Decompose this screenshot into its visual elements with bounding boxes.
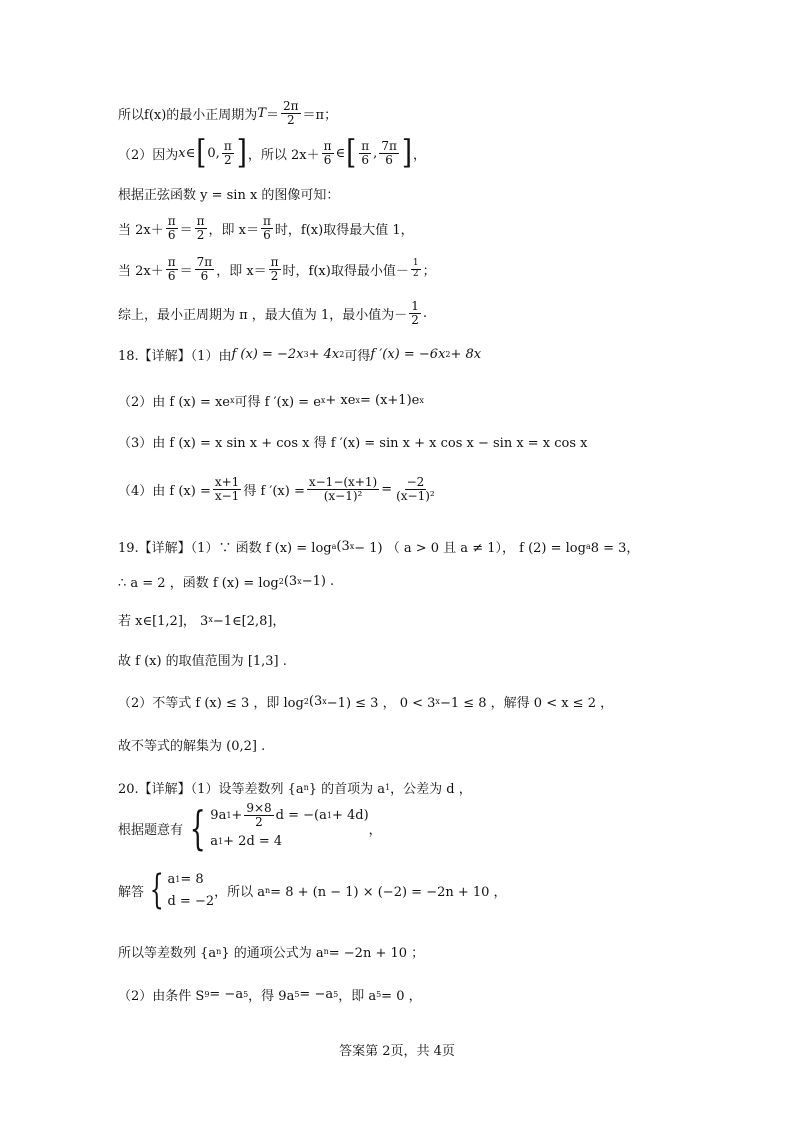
q18-line4: （4）由 f (x) = $\frac{x+1}{x-1}$ 得 f ′(x) = $\frac{x-1-(x+1)}{\text{(x−1)²}}$ = $\frac{-2}{\text{(x−1)²}}$ [118,475,435,503]
fraction: $\frac{\pi}{2}$ [196,214,205,242]
fraction: $\frac{\pi}{2}$ [223,139,232,167]
line-range: （2）因为 x ∈ [ 0, $\frac{\pi}{2}$ ] ，所以 2x＋ $\frac{\pi}{6}$ ∈ [ $\frac{\pi}{6}$ , $\frac{7\pi}{6}$ ] ， [118,134,427,172]
fraction: $\frac{1}{2}$ [411,299,419,327]
line-summary [118,300,427,326]
q20-system2: 解答 { a 1 = 8 d = −2 ，所以 a n = 8 + (n − 1) × (−2) = −2n + 10 ， [118,867,507,913]
fraction: $\frac{\pi}{6}$ [263,214,271,242]
text: 综上，最小正周期为 π ，最大值为 1，最小值为－ [118,307,408,323]
q19-line3: 若 x∈[1,2]， 3 x −1∈[2,8]， [118,614,286,629]
var: x [178,145,186,161]
q18-line1: 18.【详解】（1）由 f (x) = −2x 3 + 4x 2 可得 f ′(x) = −6x 2 + 8x [118,347,482,364]
q20-line4: 所以等差数列 {a n } 的通项公式为 a n = −2n + 10 ； [118,946,425,961]
line-max [118,215,414,241]
page-footer: 答案第 2页，共 4页 [339,1044,455,1059]
bracket: ] [401,134,412,172]
q19-line1: 19.【详解】（1）∵ 函数 f (x) = log a (3 x − 1) （ a > 0 且 a ≠ 1）， f (2) = log a 8 = 3， [118,539,640,556]
fraction: $\frac{\pi}{6}$ [323,139,332,167]
q20-system1: 根据题意有 { 9a 1 + $\frac{9\times 8}{2}$ d = −(a 1 + 4d) a 1 + 2d = 4 ， [118,800,382,855]
text: ＝ [179,263,193,279]
text: ＝ [265,107,279,123]
q18-line3: （3）由 f (x) = x sin x + cos x 得 f ′(x) = sin x + x cos x − sin x = x cos x [118,436,588,451]
text: ＝π； [302,107,338,123]
text: ，所以 2x＋ [247,147,320,163]
text: 时，f(x)取得最大值 1， [274,222,414,238]
bracket: ] [236,134,247,172]
text: 当 2x＋ [118,222,164,238]
text: ， [413,147,427,163]
fraction: $\frac{\pi}{6}$ [167,214,176,242]
q19-line5: （2）不等式 f (x) ≤ 3 ，即 log 2 (3 x −1) ≤ 3 ， 0 < 3 x −1 ≤ 8 ，解得 0 < x ≤ 2 ， [118,694,614,711]
equation-system: { 9a 1 + $\frac{9\times 8}{2}$ d = −(a 1 + 4d) a 1 + 2d = 4 [189,800,369,855]
line-min [118,256,436,282]
text: 所以 [118,107,145,123]
fraction: $\frac{\pi}{2}$ [270,255,279,283]
text: 0, [207,145,220,161]
q18-line2: （2）由 f (x) = xe x 可得 f ′(x) = e x + xe x = (x+1)e x [118,393,424,410]
text: （2）因为 [118,147,179,163]
text: . [422,305,427,321]
text: ＝ [179,222,193,238]
fraction: $\frac{x-1-(x+1)}{\text{(x−1)²}}$ [308,475,378,503]
text: 时，f(x)取得最小值－ [282,263,409,279]
text: f(x)的最小正周期为 [144,107,258,123]
var: T [257,105,266,121]
q19-line4: 故 f (x) 的取值范围为 [1,3] . [118,654,287,669]
text: 当 2x＋ [118,263,164,279]
q20-line5: （2）由条件 S 9 = −a 5 ，得 9a 5 = −a 5 ，即 a 5 = 0 ， [118,987,422,1004]
line-period [118,100,337,126]
fraction: $\frac{1}{2}$ [412,258,419,279]
line-graph [118,184,339,203]
fraction: $\frac{-2}{\text{(x−1)²}}$ [396,475,435,503]
bracket: [ [346,134,357,172]
q19-line2: ∴ a = 2 ，函数 f (x) = log 2 (3 x −1) . [118,574,335,591]
text: ∈ [185,145,196,161]
text: ； [422,263,436,279]
fraction: $\frac{\pi}{6}$ [361,139,370,167]
fraction: $\frac{7\pi}{6}$ [196,255,213,283]
fraction: $\frac{2\pi}{2}$ [283,99,299,127]
equation-system: { a 1 = 8 d = −2 [149,867,215,913]
fraction: $\frac{7\pi}{6}$ [381,139,397,167]
text: 根据正弦函数 y = sin x 的图像可知： [118,188,340,203]
fraction: $\frac{x+1}{x-1}$ [214,475,240,503]
fraction: $\frac{\pi}{6}$ [167,255,176,283]
bracket: [ [196,134,207,172]
text: ，即 x＝ [216,263,267,279]
q19-line6: 故不等式的解集为 (0,2] . [118,739,266,754]
q20-line1: 20.【详解】（1）设等差数列 {a n } 的首项为 a 1 ，公差为 d ， [118,782,472,797]
text: ∈ [335,145,346,161]
text: ，即 x＝ [208,222,260,238]
